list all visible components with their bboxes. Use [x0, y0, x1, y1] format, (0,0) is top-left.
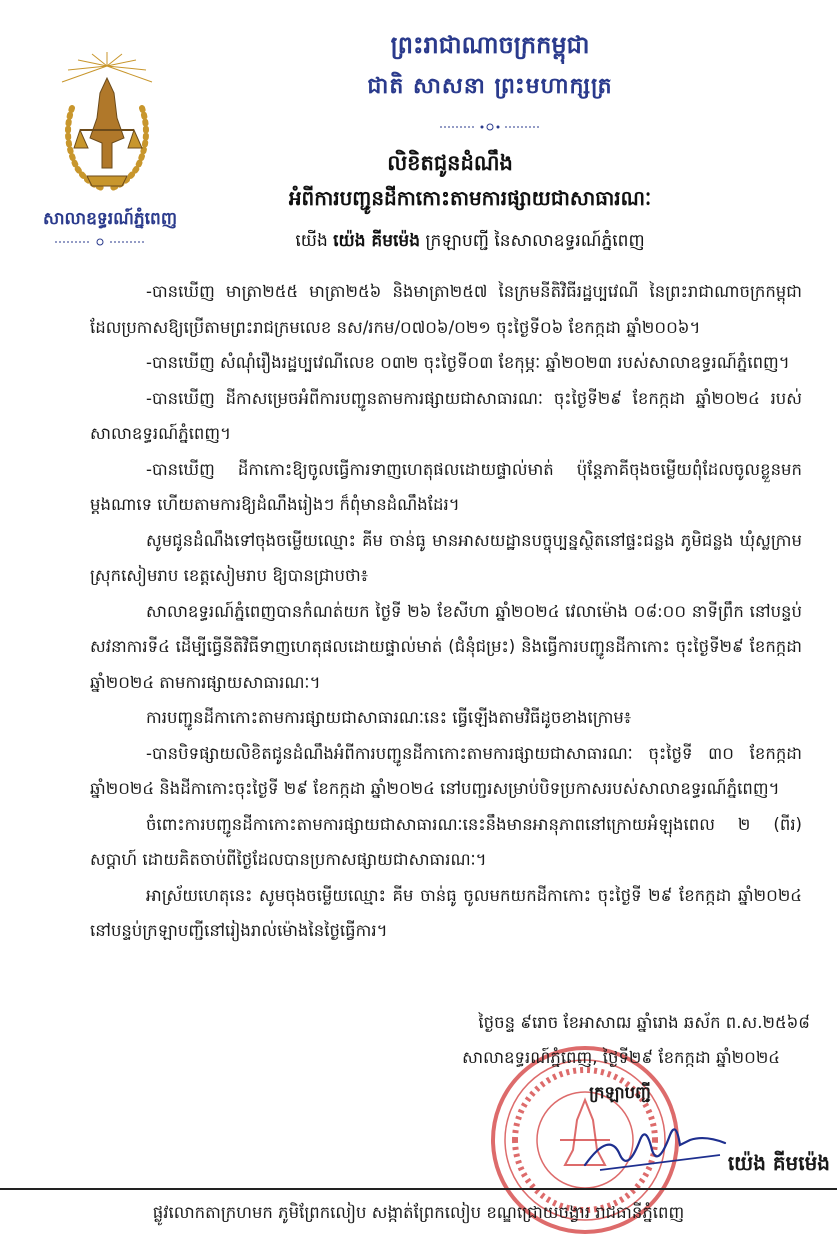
- document-body: [90, 274, 802, 949]
- kingdom-title: ព្រះរាជាណាចក្រកម្ពុជា: [390, 31, 590, 59]
- paragraph: -បានឃើញ មាត្រា២៥៥ មាត្រា២៥៦ និងមាត្រា២៥៧ នៃក្រមនីតិវិធីរដ្ឋប្បវេណី នៃព្រះរាជាណាចក្រកម្ពុជា ដែលប្រកាសឱ្យប្រើតាមព្រះរាជក្រមលេខ នស/រកម/០៧០៦/០២១ ចុះថ្ងៃទី០៦ ខែកក្កដា ឆ្នាំ២០០៦។: [90, 282, 802, 337]
- national-motto: ជាតិ សាសនា ព្រះមហាក្សត្រ: [367, 74, 613, 99]
- paragraph: -បានឃើញ ដីកាសម្រេចអំពីការបញ្ជូនតាមការផ្សាយជាសាធារណៈ ចុះថ្ងៃទី២៩ ខែកក្កដា ឆ្នាំ២០២៤ របស់សាលាឧទ្ធរណ៍ភ្នំពេញ។: [90, 388, 802, 443]
- lunar-date: ថ្ងៃចន្ទ ៩រោច ខែអាសាឍ ឆ្នាំរោង ឆស័ក ព.ស.២៥៦៨: [478, 1013, 810, 1032]
- paragraph: ចំពោះការបញ្ជូនដីកាកោះតាមការផ្សាយជាសាធារណៈនេះនឹងមានអានុភាពនៅក្រោយអំឡុងពេល ២ (ពីរ) សប្តាហ៍ ដោយគិតចាប់ពីថ្ងៃដែលបានប្រកាសផ្សាយជាសាធារណៈ។: [90, 814, 802, 869]
- paragraph: -បានឃើញ ដីកាកោះឱ្យចូលធ្វើការទាញហេតុផលដោយផ្ទាល់មាត់ ប៉ុន្តែភាគីចុងចម្លើយពុំដែលចូលខ្លួនមកម្តងណាទេ ហើយតាមការឱ្យដំណឹងរៀងៗ ក៏ពុំមានដំណឹងដែរ។: [90, 459, 802, 514]
- paragraph: អាស្រ័យហេតុនេះ សូមចុងចម្លើយឈ្មោះ គីម ចាន់ធូ ចូលមកយកដីកាកោះ ចុះថ្ងៃទី ២៩ ខែកក្កដា ឆ្នាំ២០២៤ នៅបន្ទប់ក្រឡាបញ្ជីនៅរៀងរាល់ម៉ោងនៃថ្ងៃធ្វើការ។: [90, 885, 802, 940]
- paragraph: សាលាឧទ្ធរណ៍ភ្នំពេញបានកំណត់យក ថ្ងៃទី ២៦ ខែសីហា ឆ្នាំ២០២៤ វេលាម៉ោង ០៨:០០ នាទីព្រឹក នៅបន្ទប់សវនាការទី៤ ដើម្បីធ្វើនីតិវិធីទាញហេតុផលដោយផ្ទាល់មាត់ (ជំនុំជម្រះ) និងធ្វើការបញ្ជូនដីកាកោះ ចុះថ្ងៃទី២៩ ខែកក្កដា ឆ្នាំ២០២៤ តាមការផ្សាយសាធារណៈ។: [90, 601, 802, 692]
- paragraph: ការបញ្ជូនដីកាកោះតាមការផ្សាយជាសាធារណៈនេះ ធ្វើឡើងតាមវិធីដូចខាងក្រោម៖: [146, 708, 632, 727]
- paragraph: សូមជូនដំណឹងទៅចុងចម្លើយឈ្មោះ គីម ចាន់ធូ មានអាសយដ្ឋានបច្ចុប្បន្នស្ថិតនៅផ្ទះជន្លង ភូមិជន្លង ឃុំស្លក្រាម ស្រុកសៀមរាប ខេត្តសៀមរាប ឱ្យបានជ្រាបថា៖: [90, 530, 802, 585]
- court-name: សាលាឧទ្ធរណ៍ភ្នំពេញ: [42, 209, 178, 229]
- signer-title: ក្រឡាបញ្ជី: [589, 1083, 651, 1102]
- signer-name: យ៉េង គីមម៉េង: [727, 1151, 830, 1175]
- footer-divider: [0, 1188, 837, 1190]
- issuer-role: ក្រឡាបញ្ជី នៃសាលាឧទ្ធរណ៍ភ្នំពេញ: [425, 231, 645, 251]
- emblem-ornament: [55, 237, 145, 247]
- issuer-name: យ៉េង គីមម៉េង: [333, 231, 420, 251]
- court-emblem-icon: [42, 48, 172, 198]
- document-type: លិខិតជូនដំណឹង: [387, 151, 513, 175]
- footer-address: ផ្លូវលោកតាក្រហមក ភូមិព្រែកលៀប សង្កាត់ព្រែកលៀប ខណ្ឌជ្រោយចង្វារ រាជធានីភ្នំពេញ: [152, 1203, 685, 1222]
- document-subject: អំពីការបញ្ជូនដីកាកោះតាមការផ្សាយជាសាធារណៈ: [288, 186, 652, 210]
- issuer-line: [220, 230, 720, 255]
- header-ornament: [440, 122, 540, 132]
- place-and-date: សាលាឧទ្ធរណ៍ភ្នំពេញ, ថ្ងៃទី២៩ ខែកក្កដា ឆ្នាំ២០២៤: [462, 1048, 780, 1067]
- issuer-prefix: យើង: [295, 231, 328, 251]
- paragraph: -បានបិទផ្សាយលិខិតជូនដំណឹងអំពីការបញ្ជូនដីកាកោះតាមការផ្សាយជាសាធារណៈ ចុះថ្ងៃទី ៣០ ខែកក្កដា ឆ្នាំ២០២៤ និងដីកាកោះចុះថ្ងៃទី ២៩ ខែកក្កដា ឆ្នាំ២០២៤ នៅបញ្ជរសម្រាប់បិទប្រកាសរបស់សាលាឧទ្ធរណ៍ភ្នំពេញ។: [90, 743, 802, 798]
- paragraph: -បានឃើញ សំណុំរឿងរដ្ឋប្បវេណីលេខ ០៣២ ចុះថ្ងៃទី០៣ ខែកុម្ភៈ ឆ្នាំ២០២៣ របស់សាលាឧទ្ធរណ៍ភ្នំពេញ។: [146, 353, 790, 372]
